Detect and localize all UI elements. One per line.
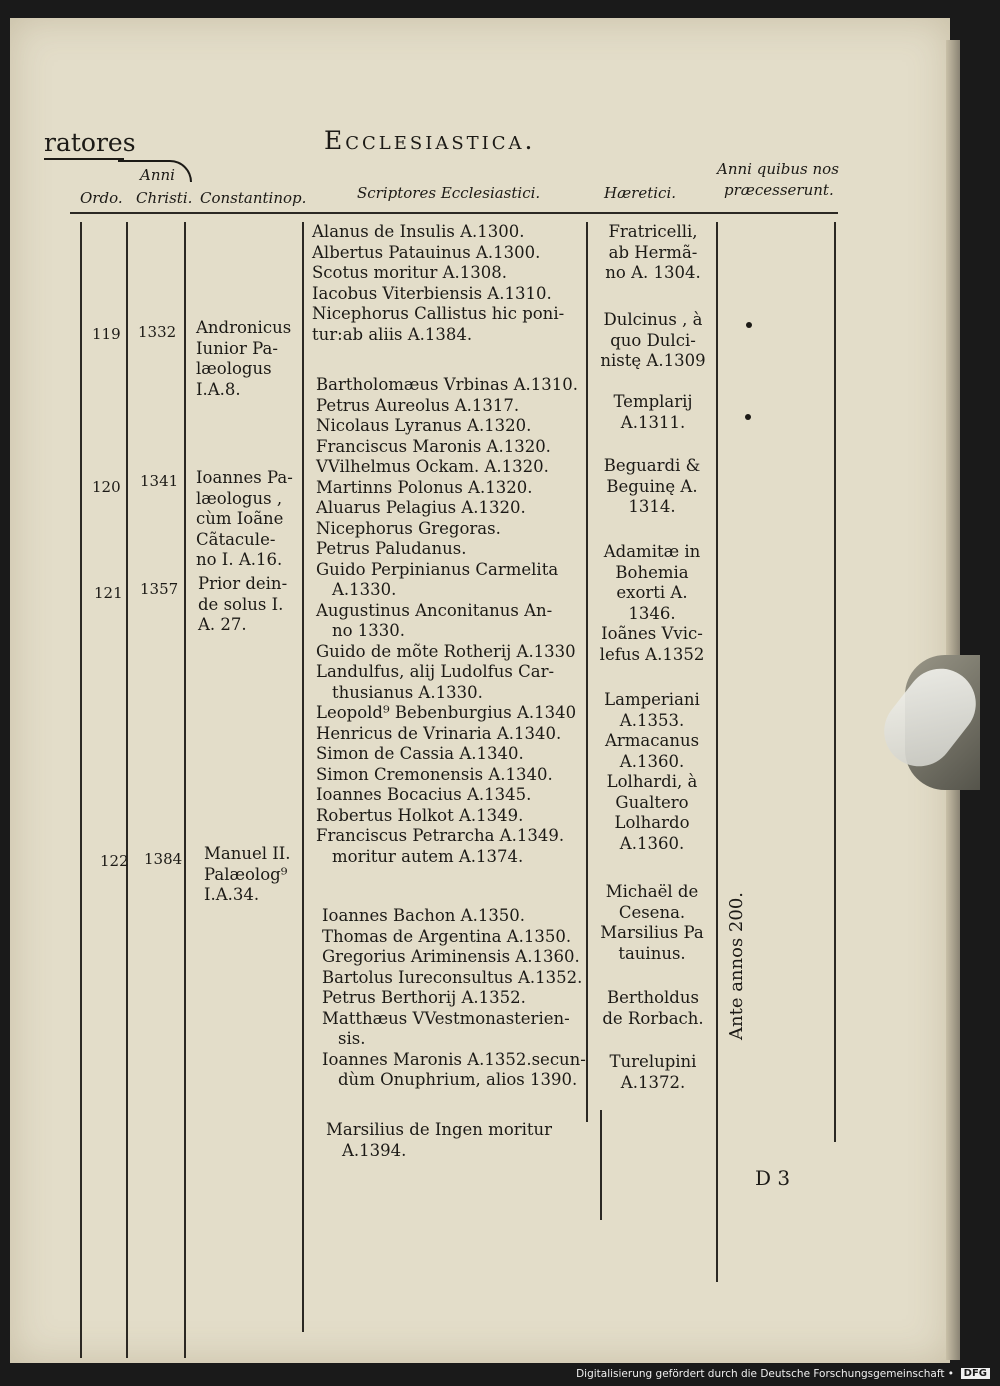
header-haeretici: Hæretici. xyxy=(604,184,677,202)
haeretici-beguardi: Beguardi & Beguinę A. 1314. xyxy=(603,456,701,516)
haeretici-michael: Michaël de Cesena. Marsilius Pa tauinus. xyxy=(600,882,704,963)
header-underline xyxy=(70,212,838,214)
emperor-manuel: Manuel II. Palæolog⁹ I.A.34. xyxy=(204,844,291,904)
header-ordo: Ordo. xyxy=(80,189,123,207)
column-rule-3 xyxy=(184,222,186,1358)
header-constantinop: Constantinop. xyxy=(200,189,307,207)
haeretici-templarij: Templarij A.1311. xyxy=(613,392,693,432)
emperor-ioannes: Ioannes Pa- læologus , cùm Ioãne Cãtacule- no I. A.16. xyxy=(196,468,293,569)
footer-credit: Digitalisierung gefördert durch die Deutsche Forschungsgemeinschaft • xyxy=(576,1368,954,1380)
scriptores-block-3: Ioannes Bachon A.1350. Thomas de Argentina A.1350. Gregorius Ariminensis A.1360. Bartolus Iureconsultus A.1352. Petrus Berthorij A.1352. Matthæus VVestmonasterien- sis. Ioannes Maronis A.1352.secun- dùm Onuphrium, alios 1390. xyxy=(322,906,586,1089)
header-anni-quibus-line1: Anni quibus nos xyxy=(717,160,839,178)
emperor-andronicus: Andronicus Iunior Pa- læologus I.A.8. xyxy=(196,318,292,399)
column-rule-4 xyxy=(302,222,304,1332)
header-scriptores: Scriptores Ecclesiastici. xyxy=(357,184,541,202)
running-head-left: ratores xyxy=(44,128,136,157)
running-head-title: Ecclesiastica. xyxy=(324,126,536,155)
haeretici-turelupini: Turelupini A.1372. xyxy=(609,1052,697,1092)
anno-1357: 1357 xyxy=(140,580,179,598)
ordo-119: 119 xyxy=(92,325,121,343)
column-rule-8 xyxy=(834,222,836,1142)
anno-1332: 1332 xyxy=(138,323,177,341)
ink-dot-2 xyxy=(745,414,751,420)
haeretici-bertholdus: Bertholdus de Rorbach. xyxy=(602,988,704,1028)
emperor-prior: Prior dein- de solus I. A. 27. xyxy=(198,574,288,634)
header-christi: Christi. xyxy=(136,189,193,207)
haeretici-dulcinus: Dulcinus , à quo Dulci- nistę A.1309 xyxy=(600,310,706,370)
scriptores-block-1: Alanus de Insulis A.1300. Albertus Patauinus A.1300. Scotus moritur A.1308. Iacobus Viterbiensis A.1310. Nicephorus Callistus hic poni- tur:ab aliis A.1384. xyxy=(312,222,565,344)
ink-dot-1 xyxy=(746,322,752,328)
signature-mark: D 3 xyxy=(755,1166,791,1190)
ordo-120: 120 xyxy=(92,478,121,496)
haeretici-lamperiani: Lamperiani A.1353. Armacanus A.1360. Lolhardi, à Gualtero Lolhardo A.1360. xyxy=(604,690,700,853)
dfg-logo: DFG xyxy=(961,1368,990,1379)
column-rule-7 xyxy=(716,222,718,1282)
scriptores-block-4: Marsilius de Ingen moritur A.1394. xyxy=(326,1120,553,1160)
ante-annos-vertical: Ante annos 200. xyxy=(726,892,747,1040)
column-rule-6 xyxy=(600,1110,602,1220)
column-rule-2 xyxy=(126,222,128,1358)
header-rule xyxy=(44,158,124,160)
anno-1341: 1341 xyxy=(140,472,179,490)
haeretici-fratricelli: Fratricelli, ab Hermã- no A. 1304. xyxy=(605,222,701,282)
column-rule-1 xyxy=(80,222,82,1358)
anno-1384: 1384 xyxy=(144,850,183,868)
column-rule-5 xyxy=(586,222,588,1122)
scriptores-block-2: Bartholomæus Vrbinas A.1310. Petrus Aureolus A.1317. Nicolaus Lyranus A.1320. Franciscus Maronis A.1320. VVilhelmus Ockam. A.1320. Martinns Polonus A.1320. Aluarus Pelagius A.1320. Nicephorus Gregoras. Petrus Paludanus. Guido Perpinianus Carmelita A.1330. Augustinus Anconitanus An- no 1330. Guido de mõte Rotherij A.1330 Landulfus, alij Ludolfus Car- thusianus A.1330. Leopold⁹ Bebenburgius A.1340 Henricus de Vrinaria A.1340. Simon de Cassia A.1340. Simon Cremonensis A.1340. Ioannes Bocacius A.1345. Robertus Holkot A.1349. Franciscus Petrarcha A.1349. moritur autem A.1374. xyxy=(316,375,578,866)
header-anni-quibus-line2: præcesserunt. xyxy=(724,181,834,199)
header-anni: Anni xyxy=(140,166,175,184)
haeretici-adamitae: Adamitæ in Bohemia exorti A. 1346. Ioãnes Vvic- lefus A.1352 xyxy=(599,542,705,664)
ordo-121: 121 xyxy=(94,584,123,602)
ordo-122: 122 xyxy=(100,852,129,870)
